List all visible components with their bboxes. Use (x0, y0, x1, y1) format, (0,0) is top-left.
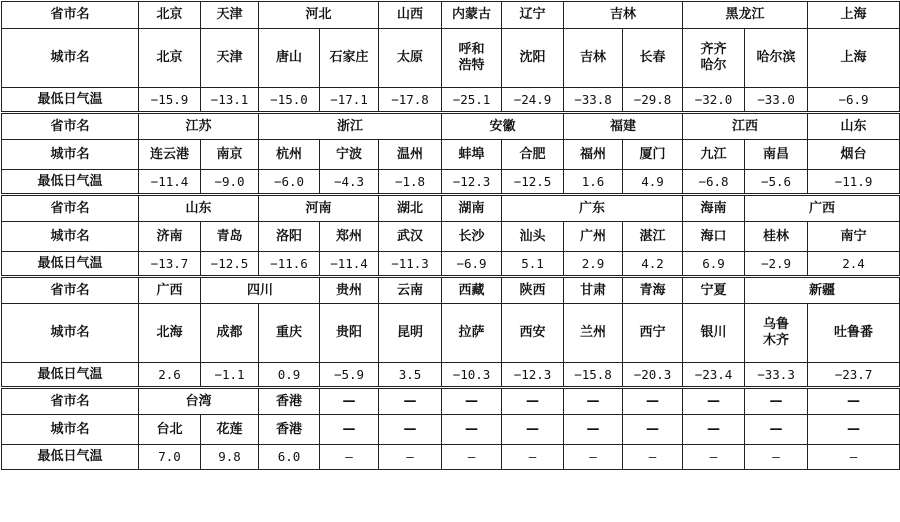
city-cell: 呼和 浩特 (442, 29, 502, 88)
temperature-cell: 1.6 (564, 170, 623, 195)
city-cell: 武汉 (379, 222, 442, 252)
province-cell: 辽宁 (502, 2, 564, 29)
city-cell: 杭州 (259, 140, 320, 170)
temperature-row-label: 最低日气温 (2, 445, 139, 470)
temperature-cell: 4.2 (623, 252, 683, 277)
temperature-row-label: 最低日气温 (2, 170, 139, 195)
temperature-cell: — (808, 445, 900, 470)
province-cell: — (745, 388, 808, 415)
city-cell: — (502, 415, 564, 445)
province-cell: — (379, 388, 442, 415)
temperature-cell: 7.0 (139, 445, 201, 470)
province-cell: — (623, 388, 683, 415)
province-cell: — (320, 388, 379, 415)
province-cell: 天津 (201, 2, 259, 29)
temperature-cell: −11.3 (379, 252, 442, 277)
temperature-cell: −13.7 (139, 252, 201, 277)
temperature-cell: −6.8 (683, 170, 745, 195)
province-cell: 河南 (259, 195, 379, 222)
city-cell: 乌鲁 木齐 (745, 304, 808, 363)
province-cell: 云南 (379, 277, 442, 304)
temperature-cell: −25.1 (442, 88, 502, 113)
province-cell: 山西 (379, 2, 442, 29)
temperature-cell: 2.9 (564, 252, 623, 277)
city-cell: 合肥 (502, 140, 564, 170)
temperature-cell: −11.6 (259, 252, 320, 277)
temperature-cell: −12.5 (201, 252, 259, 277)
city-cell: 吉林 (564, 29, 623, 88)
temperature-cell: −6.0 (259, 170, 320, 195)
city-cell: 沈阳 (502, 29, 564, 88)
province-cell: 香港 (259, 388, 320, 415)
temperature-cell: −9.0 (201, 170, 259, 195)
province-cell: 安徽 (442, 113, 564, 140)
province-cell: 河北 (259, 2, 379, 29)
province-cell: 陕西 (502, 277, 564, 304)
city-cell: 石家庄 (320, 29, 379, 88)
temperature-cell: −13.1 (201, 88, 259, 113)
temperature-cell: −15.8 (564, 363, 623, 388)
province-cell: 黑龙江 (683, 2, 808, 29)
city-cell: 温州 (379, 140, 442, 170)
city-cell: 吐鲁番 (808, 304, 900, 363)
city-cell: 拉萨 (442, 304, 502, 363)
temperature-cell: — (320, 445, 379, 470)
city-cell: — (564, 415, 623, 445)
city-cell: 济南 (139, 222, 201, 252)
province-cell: 湖南 (442, 195, 502, 222)
city-row (2, 222, 900, 252)
city-cell: 南宁 (808, 222, 900, 252)
province-row-label: 省市名 (2, 195, 139, 222)
temperature-row-label: 最低日气温 (2, 363, 139, 388)
province-row-label: 省市名 (2, 388, 139, 415)
min-temperature-table (1, 1, 900, 470)
city-row (2, 304, 900, 363)
city-cell: — (320, 415, 379, 445)
temperature-cell: −5.9 (320, 363, 379, 388)
temperature-row (2, 88, 900, 113)
city-cell: 九江 (683, 140, 745, 170)
province-row (2, 2, 900, 29)
city-cell: 花莲 (201, 415, 259, 445)
province-cell: 内蒙古 (442, 2, 502, 29)
province-cell: 山东 (808, 113, 900, 140)
temperature-cell: — (683, 445, 745, 470)
province-cell: — (442, 388, 502, 415)
province-cell: 新疆 (745, 277, 900, 304)
temperature-cell: −32.0 (683, 88, 745, 113)
city-cell: 南京 (201, 140, 259, 170)
city-cell: 西宁 (623, 304, 683, 363)
temperature-cell: −4.3 (320, 170, 379, 195)
temperature-cell: −17.8 (379, 88, 442, 113)
temperature-cell: −12.5 (502, 170, 564, 195)
temperature-cell: 4.9 (623, 170, 683, 195)
city-row (2, 140, 900, 170)
city-cell: 西安 (502, 304, 564, 363)
city-cell: — (442, 415, 502, 445)
province-cell: 江西 (683, 113, 808, 140)
province-cell: 广西 (139, 277, 201, 304)
temperature-cell: — (745, 445, 808, 470)
temperature-row (2, 445, 900, 470)
temperature-cell: −6.9 (808, 88, 900, 113)
province-cell: — (683, 388, 745, 415)
city-cell: 香港 (259, 415, 320, 445)
temperature-cell: 9.8 (201, 445, 259, 470)
city-row-label: 城市名 (2, 304, 139, 363)
city-cell: 哈尔滨 (745, 29, 808, 88)
city-cell: 北海 (139, 304, 201, 363)
province-cell: 北京 (139, 2, 201, 29)
province-cell: 甘肃 (564, 277, 623, 304)
province-row (2, 388, 900, 415)
province-cell: — (564, 388, 623, 415)
city-cell: 海口 (683, 222, 745, 252)
city-cell: 蚌埠 (442, 140, 502, 170)
city-cell: — (683, 415, 745, 445)
temperature-cell: −17.1 (320, 88, 379, 113)
temperature-row-label: 最低日气温 (2, 88, 139, 113)
province-row (2, 277, 900, 304)
city-cell: 成都 (201, 304, 259, 363)
city-cell: 连云港 (139, 140, 201, 170)
temperature-cell: 0.9 (259, 363, 320, 388)
city-cell: 唐山 (259, 29, 320, 88)
temperature-cell: — (564, 445, 623, 470)
city-cell: 银川 (683, 304, 745, 363)
province-row-label: 省市名 (2, 277, 139, 304)
temperature-cell: −29.8 (623, 88, 683, 113)
temperature-cell: −2.9 (745, 252, 808, 277)
city-cell: 长沙 (442, 222, 502, 252)
city-row (2, 415, 900, 445)
city-cell: 桂林 (745, 222, 808, 252)
temperature-cell: −33.8 (564, 88, 623, 113)
province-cell: 台湾 (139, 388, 259, 415)
temperature-cell: −1.1 (201, 363, 259, 388)
province-row (2, 195, 900, 222)
city-cell: — (808, 415, 900, 445)
province-cell: 吉林 (564, 2, 683, 29)
temperature-cell: −33.0 (745, 88, 808, 113)
city-row-label: 城市名 (2, 222, 139, 252)
city-cell: 长春 (623, 29, 683, 88)
temperature-cell: −5.6 (745, 170, 808, 195)
city-cell: 青岛 (201, 222, 259, 252)
temperature-row (2, 252, 900, 277)
city-cell: 兰州 (564, 304, 623, 363)
province-cell: 贵州 (320, 277, 379, 304)
temperature-row (2, 170, 900, 195)
temperature-row (2, 363, 900, 388)
city-cell: 郑州 (320, 222, 379, 252)
temperature-cell: −24.9 (502, 88, 564, 113)
province-cell: 广西 (745, 195, 900, 222)
city-row (2, 29, 900, 88)
city-cell: 重庆 (259, 304, 320, 363)
temperature-cell: — (623, 445, 683, 470)
city-cell: 昆明 (379, 304, 442, 363)
temperature-cell: 6.0 (259, 445, 320, 470)
city-cell: 北京 (139, 29, 201, 88)
province-cell: 宁夏 (683, 277, 745, 304)
province-cell: 江苏 (139, 113, 259, 140)
province-row-label: 省市名 (2, 2, 139, 29)
city-cell: 湛江 (623, 222, 683, 252)
province-cell: — (808, 388, 900, 415)
temperature-cell: −1.8 (379, 170, 442, 195)
city-cell: — (623, 415, 683, 445)
temperature-cell: −12.3 (442, 170, 502, 195)
city-cell: 广州 (564, 222, 623, 252)
province-cell: 山东 (139, 195, 259, 222)
province-cell: 西藏 (442, 277, 502, 304)
temperature-cell: −11.9 (808, 170, 900, 195)
province-cell: 青海 (623, 277, 683, 304)
temperature-cell: 5.1 (502, 252, 564, 277)
city-row-label: 城市名 (2, 140, 139, 170)
temperature-cell: — (442, 445, 502, 470)
temperature-cell: 6.9 (683, 252, 745, 277)
temperature-cell: −6.9 (442, 252, 502, 277)
temperature-cell: −15.9 (139, 88, 201, 113)
temperature-cell: −15.0 (259, 88, 320, 113)
city-cell: 厦门 (623, 140, 683, 170)
temperature-cell: — (502, 445, 564, 470)
temperature-cell: −12.3 (502, 363, 564, 388)
province-cell: 四川 (201, 277, 320, 304)
temperature-cell: 3.5 (379, 363, 442, 388)
city-row-label: 城市名 (2, 415, 139, 445)
temperature-cell: −11.4 (139, 170, 201, 195)
temperature-cell: 2.4 (808, 252, 900, 277)
temperature-cell: −11.4 (320, 252, 379, 277)
temperature-cell: −33.3 (745, 363, 808, 388)
province-cell: 海南 (683, 195, 745, 222)
province-cell: 广东 (502, 195, 683, 222)
province-cell: 湖北 (379, 195, 442, 222)
temperature-cell: — (379, 445, 442, 470)
city-cell: 太原 (379, 29, 442, 88)
province-cell: 浙江 (259, 113, 442, 140)
city-cell: 宁波 (320, 140, 379, 170)
city-cell: 齐齐 哈尔 (683, 29, 745, 88)
temperature-cell: −10.3 (442, 363, 502, 388)
city-cell: 天津 (201, 29, 259, 88)
city-cell: 贵阳 (320, 304, 379, 363)
temperature-cell: −20.3 (623, 363, 683, 388)
temperature-row-label: 最低日气温 (2, 252, 139, 277)
temperature-cell: −23.7 (808, 363, 900, 388)
province-row (2, 113, 900, 140)
city-cell: 南昌 (745, 140, 808, 170)
city-cell: 福州 (564, 140, 623, 170)
city-cell: — (745, 415, 808, 445)
province-row-label: 省市名 (2, 113, 139, 140)
city-row-label: 城市名 (2, 29, 139, 88)
city-cell: 洛阳 (259, 222, 320, 252)
province-cell: 上海 (808, 2, 900, 29)
city-cell: 汕头 (502, 222, 564, 252)
city-cell: — (379, 415, 442, 445)
province-cell: — (502, 388, 564, 415)
temperature-cell: 2.6 (139, 363, 201, 388)
temperature-cell: −23.4 (683, 363, 745, 388)
province-cell: 福建 (564, 113, 683, 140)
city-cell: 台北 (139, 415, 201, 445)
city-cell: 烟台 (808, 140, 900, 170)
city-cell: 上海 (808, 29, 900, 88)
